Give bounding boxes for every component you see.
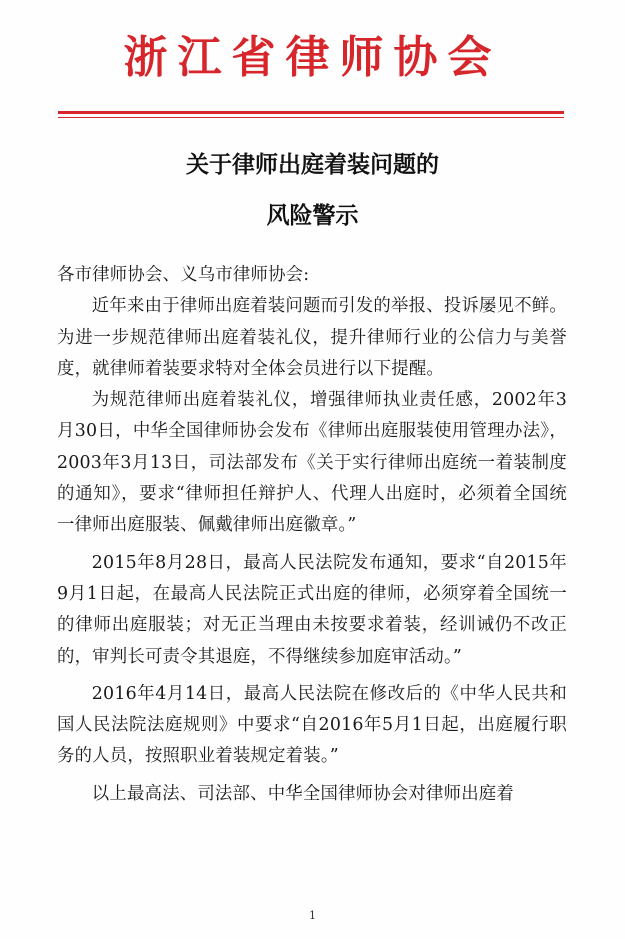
paragraph-2002-regulations: 为规范律师出庭着装礼仪，增强律师执业责任感，2002年3月30日，中华全国律师协会发布《律师出庭服装使用管理办法》，2003年3月13日，司法部发布《关于实行律师出庭统一着装制度的通知》，要求“律师担任辩护人、代理人出庭时，必须着全国统一律师出庭服装、佩戴律师出庭徽章。” [57, 390, 567, 536]
salutation: 各市律师协会、义乌市律师协会: [57, 265, 310, 285]
page-number: 1 [309, 909, 316, 922]
paragraph-2015-notice: 2015年8月28日，最高人民法院发布通知，要求“自2015年9月1日起，在最高人民法院正式出庭的律师，必须穿着全国统一的律师出庭服装；对无正当理由未按要求着装，经训诫仍不改正的，审判长可责令其退庭，不得继续参加庭审活动。” [57, 552, 567, 667]
letterhead-rule-thick [58, 111, 564, 114]
organization-letterhead: 浙江省律师协会 [123, 32, 502, 83]
paragraph-2016-rules: 2016年4月14日，最高人民法院在修改后的《中华人民共和国人民法院法庭规则》中要求“自2016年5月1日起，出庭履行职务的人员，按照职业着装规定着装。” [57, 683, 567, 767]
document-title-line-2: 风险警示 [266, 203, 359, 229]
document-title-line-1: 关于律师出庭着装问题的 [186, 152, 439, 178]
paragraph-intro: 近年来由于律师出庭着装问题而引发的举报、投诉屡见不鲜。为进一步规范律师出庭着装礼仪，提升律师行业的公信力与美誉度，就律师着装要求特对全体会员进行以下提醒。 [57, 296, 567, 379]
document-body [57, 260, 567, 810]
letterhead-rule-thin [58, 117, 564, 118]
paragraph-summary: 以上最高法、司法部、中华全国律师协会对律师出庭着 [91, 783, 514, 804]
